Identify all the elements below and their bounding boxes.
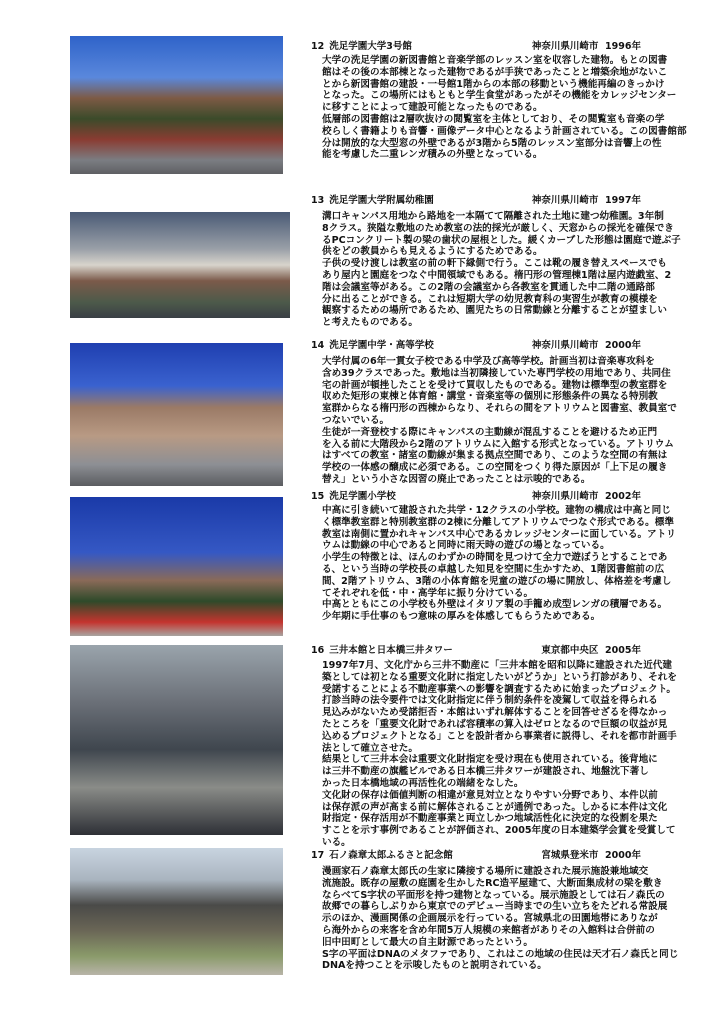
description-line: 収めた矩形の東棟と体育館・講堂・音楽室等の個別に形態条件の異なる特別教 <box>322 391 658 403</box>
description-line: 含め39クラスであった。敷地は当初隣接していた専門学校の用地であり、共同住 <box>322 367 671 379</box>
entry-description <box>322 55 687 161</box>
entry-number: 13 <box>311 195 325 206</box>
description-line: 教室は南側に置かれキャンパス中心であるカレッジセンターに面している。アトリ <box>322 528 676 540</box>
description-line: 結果として三井本会は重要文化財指定を受け現在も使用されている。後背地に <box>322 754 658 766</box>
description-line: るPCコンクリート製の梁の歯状の屋根とした。緩くカーブした形態は園庭で遊ぶ子 <box>322 234 681 246</box>
description-line: 分に出ることができる。これは短期大学の幼児教育科の実習生が教育の模様を <box>322 293 658 305</box>
description-line: 大学付属の6年一貫女子校である中学及び高等学校。計画当初は音楽専攻科を <box>322 356 655 367</box>
description-line: 受諾することによる不動産事業への影響を調査するために始まったプロジェクト。 <box>322 683 676 695</box>
entry-year: 2005年 <box>605 645 641 656</box>
entry-title: 洗足学園小学校 <box>329 491 396 502</box>
entry-year: 2000年 <box>605 850 641 861</box>
description-line: ならべてS字状の平面形を持つ建物となっている。展示施設としては石ノ森氏の <box>322 889 665 901</box>
entry-number: 14 <box>311 340 325 351</box>
description-line: 供をどの教員からも見えるようにするためである。 <box>322 246 543 258</box>
description-line: S字の平面はDNAのメタファであり、これはこの地域の住民は天才石ノ森氏と同じ <box>322 948 679 960</box>
description-line: 中高に引き続いて建設された共学・12クラスの小学校。建物の構成は中高と同じ <box>322 505 671 516</box>
description-line: となった。この場所にはもともと学生食堂があったがその機能をカレッジセンター <box>322 90 677 102</box>
description-line: たところを「重要文化財であれば容積率の算入はゼロとなるので巨額の収益が見 <box>322 718 668 730</box>
description-line: 築としては初となる重要文化財に指定したいがどうか」という打診があり、それを <box>322 671 677 683</box>
description-line: ウムは動線の中心であると同時に雨天時の遊びの場となっている。 <box>322 540 610 552</box>
description-line: いる。 <box>322 836 351 848</box>
description-line: 階は会議室等がある。この2階の会議室から各教室を貫通した中二階の通路部 <box>322 281 655 293</box>
photo-building-17 <box>70 848 283 975</box>
photo-building-14 <box>70 343 283 486</box>
entry-description <box>322 660 677 849</box>
entry-description <box>322 356 677 486</box>
description-line: 故郷での暮らしぶりから東京でのデビュー当時までの生い立ちをたどれる常設展 <box>322 901 668 913</box>
description-line: 示のほか、漫画関係の企画展示を行っている。宮城県北の田園地帯にありなが <box>322 913 658 925</box>
description-line: 流施設。既存の屋敷の庭園を生かしたRC造平屋建て、大断面集成材の梁を敷き <box>322 877 663 889</box>
description-line: はすべての教室・諸室の動線が集まる拠点空間であり、このような空間の有無は <box>322 450 668 462</box>
description-line: かった日本橋地域の再活性化の端緒をなした。 <box>322 777 524 789</box>
description-line: く標準教室群と特別教室群の2棟に分離してアトリウムでつなぐ形式である。標準 <box>322 516 674 528</box>
entry-location: 神奈川県川崎市 <box>531 491 599 502</box>
entry-location: 神奈川県川崎市 <box>531 41 599 52</box>
description-line: 小学生の特徴とは、ほんのわずかの時間を見つけて全力で遊ぼうとすることであ <box>322 552 668 564</box>
description-line: 少年期に手仕事のもつ意味の厚みを体感してもらうためである。 <box>322 611 601 623</box>
entry-year: 2000年 <box>605 340 641 351</box>
entry-location: 東京都中央区 <box>541 645 599 656</box>
description-line: 1997年7月、文化庁から三井不動産に「三井本館を昭和以降に建設された近代建 <box>322 660 672 671</box>
description-line: 分は開放的な大型窓の外壁であるが3階から5階のレッスン室部分は音響上の性 <box>322 137 662 149</box>
entry-location: 宮城県登米市 <box>541 850 599 861</box>
entry-title: 三井本館と日本橋三井タワー <box>329 645 453 656</box>
description-line: 生徒が一斉登校する際にキャンパスの主動線が混乱することを避けるため正門 <box>322 426 658 438</box>
description-line: 学校の一体感の醸成に必須である。この空間をつくり得た原因が「上下足の履き <box>322 462 668 474</box>
description-line: を入る前に大階段から2階のアトリウムに入館する形式となっている。アトリウム <box>322 438 674 450</box>
description-line: る、という当時の学校長の卓越した知見を空間に生かすため、1階図書館前の広 <box>322 563 665 575</box>
description-line: 法として確立させた。 <box>322 742 418 754</box>
entry-location: 神奈川県川崎市 <box>531 195 599 206</box>
entry-year: 2002年 <box>605 491 641 502</box>
entry-year: 1996年 <box>605 41 641 52</box>
description-line: と考えたものである。 <box>322 317 418 329</box>
description-line: DNAを持つことを示唆したものと説明されている。 <box>322 960 547 972</box>
description-line: 能を考慮した二重レンガ積みの外壁となっている。 <box>322 149 543 161</box>
entry-title: 洗足学園大学3号館 <box>329 41 412 52</box>
description-line: 館はその後の本部棟となった建物であるが手狭であったことと増築余地がないこ <box>322 66 668 78</box>
description-line: に移すことによって建設可能となったものである。 <box>322 102 543 114</box>
entry-description <box>322 505 676 623</box>
description-line: 大学の洗足学園の新図書館と音楽学部のレッスン室を収容した建物。もとの図書 <box>322 55 668 66</box>
description-line: 旧中田町として最大の自主財源であったという。 <box>322 936 533 948</box>
entry-year: 1997年 <box>605 195 641 206</box>
entry-number: 12 <box>311 41 325 52</box>
description-line: 観察するための場所であるため、園児たちの日常動線と分離することが望ましい <box>322 305 667 317</box>
description-line: 漫画家石ノ森章太郎氏の生家に隣接する場所に建設された展示施設兼地域交 <box>322 866 649 877</box>
description-line: ら海外からの来客を含め年間5万人規模の来館者がありその入館料は合併前の <box>322 924 655 936</box>
description-line: 室群からなる楕円形の西棟からなり、それらの間をアトリウムと図書室、教員室で <box>322 403 677 415</box>
photo-building-12 <box>70 36 283 174</box>
description-line: 子供の受け渡しは教室の前の軒下縁側で行う。ここは靴の履き替えスペースでも <box>322 258 667 270</box>
entry-title: 洗足学園中学・高等学校 <box>329 340 434 351</box>
description-line: あり屋内と園庭をつなぐ中間領域でもある。楕円形の管理棟1階は屋内遊戯室、2 <box>322 269 672 281</box>
entry-number: 16 <box>311 645 325 656</box>
description-line: 低層部の図書館は2層吹抜けの閲覧室を主体としており、その閲覧室も音楽の学 <box>322 113 665 125</box>
description-line: 8クラス。狭隘な敷地のため教室の法的採光が厳しく、天窓からの採光を確保でき <box>322 222 674 234</box>
photo-building-13 <box>70 212 290 318</box>
description-line: 中高とともにこの小学校も外壁はイタリア製の手籠め成型レンガの積層である。 <box>322 599 668 611</box>
description-line: 校らしく書籍よりも音響・画像データ中心となるよう計画されている。この図書館部 <box>322 125 687 137</box>
description-line: は保存派の声が高まる前に解体されることが通例であった。しかるに本件は文化 <box>322 801 668 813</box>
description-line: てそれぞれを低・中・高学年に振り分けている。 <box>322 587 534 599</box>
entry-number: 17 <box>311 850 325 861</box>
description-line: 込めるプロジェクトとなる」ことを設計者から事業者に説得し、それを都市計画手 <box>322 730 677 742</box>
entry-number: 15 <box>311 491 325 502</box>
description-line: 見込みがないため受諾拒否・本館はいずれ解体することを回答せざるを得なかっ <box>322 707 668 719</box>
description-line: すことを示す事例であることが評価され、2005年度の日本建築学会賞を受賞して <box>322 825 676 837</box>
entry-description <box>322 211 681 329</box>
entry-description <box>322 866 679 972</box>
description-line: つないでいる。 <box>322 414 390 426</box>
photo-building-15 <box>70 497 283 636</box>
entry-title: 洗足学園大学附属幼稚園 <box>329 195 434 206</box>
description-line: 打診当時の法令要件では文化財指定に伴う制約条件を凌駕して収益を得られる <box>322 695 658 707</box>
description-line: とから新図書館の建設・一号館1階からの本部の移動という機能再編のきっかけ <box>322 78 665 90</box>
description-line: 溝口キャンパス用地から路地を一本隔てて隔離された土地に建つ幼稚園。3年制 <box>322 211 664 222</box>
description-line: 間、2階アトリウム、3階の小体育館を児童の遊びの場に開放し、体格差を考慮し <box>322 575 672 587</box>
photo-building-16 <box>70 645 283 835</box>
description-line: 替え」という小さな因習の廃止であったことは示唆的である。 <box>322 473 591 485</box>
entry-title: 石ノ森章太郎ふるさと記念館 <box>329 850 453 861</box>
description-line: は三井不動産の旗艦ビルである日本橋三井タワーが建設され、地盤沈下著し <box>322 766 649 778</box>
entry-location: 神奈川県川崎市 <box>531 340 599 351</box>
description-line: 財指定・保存活用が不動産事業と両立しかつ地域活性化に決定的な役割を果た <box>322 813 658 825</box>
description-line: 宅の計画が頓挫したことを受けて買収したものである。建物は標準型の教室群を <box>322 379 668 391</box>
description-line: 文化財の保存は価値判断の相違が意見対立となりやすい分野であり、本件以前 <box>322 789 658 801</box>
